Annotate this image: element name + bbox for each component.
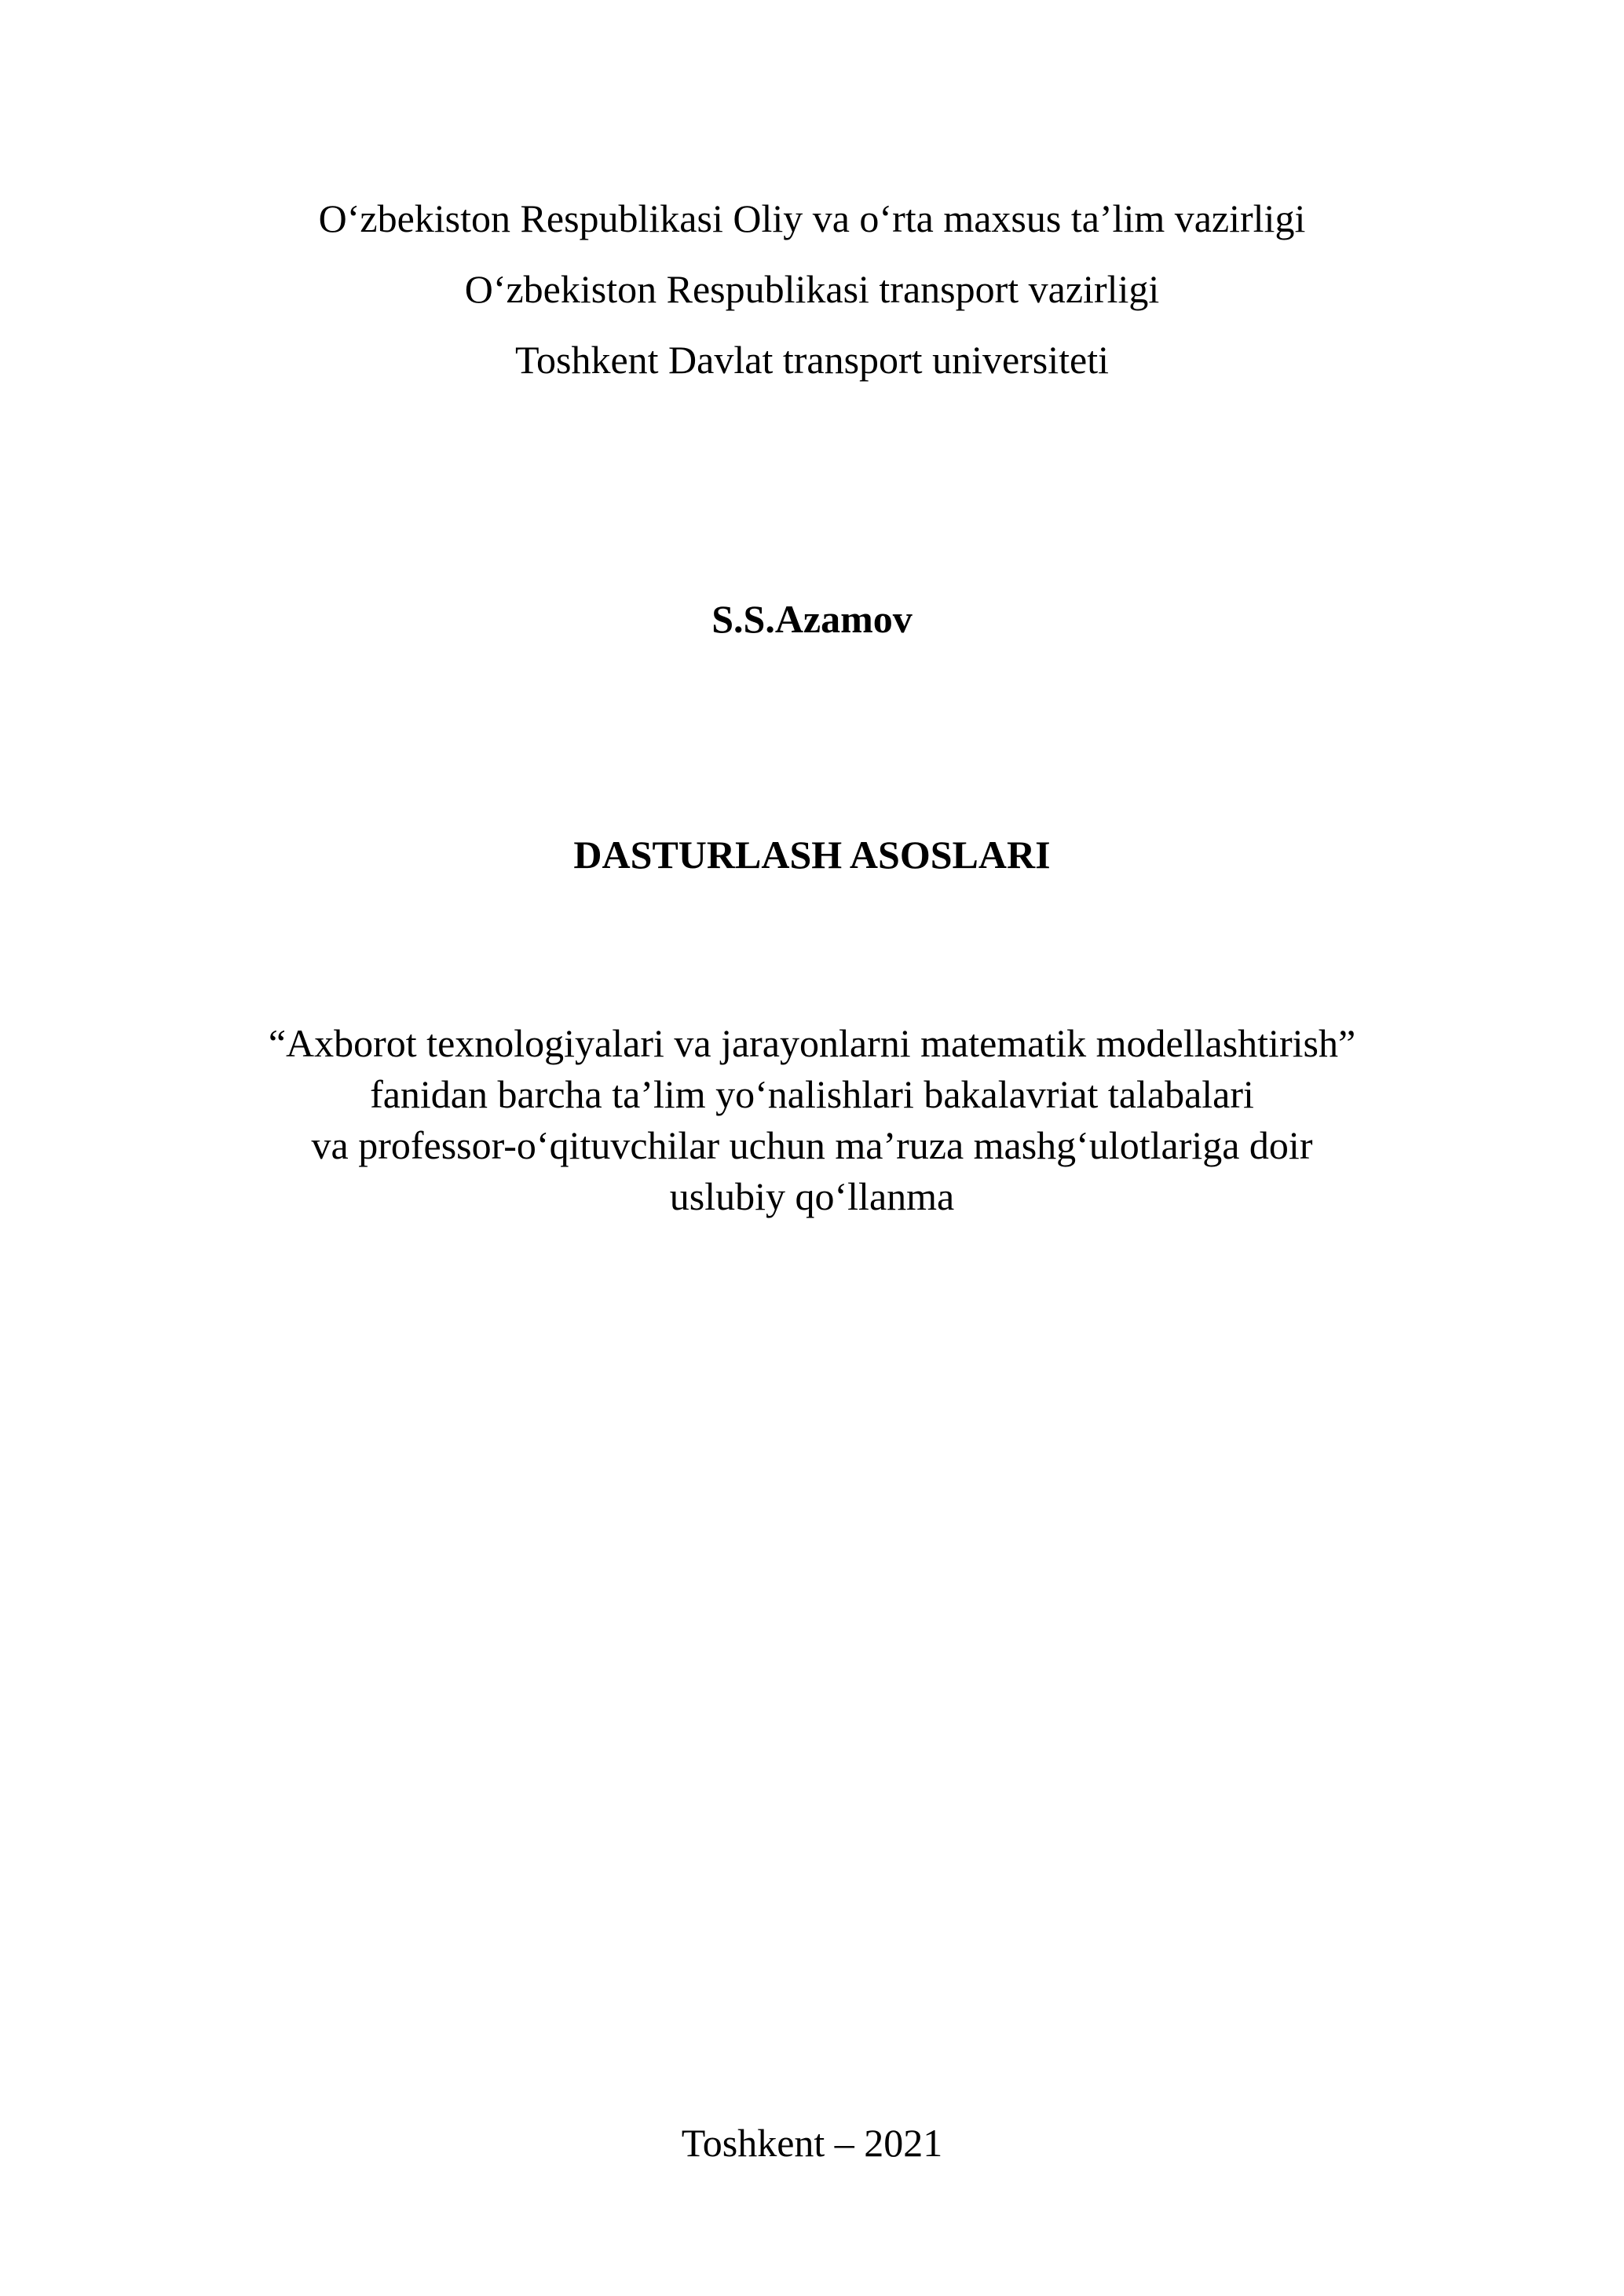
description-line-4: uslubiy qo‘llanma [669, 1174, 955, 1218]
description-line-1: “Axborot texnologiyalari va jarayonlarni matematik modellashtirish” [268, 1021, 1356, 1065]
ministry-line-1: O‘zbekiston Respublikasi Oliy va o‘rta maxsus ta’lim vazirligi [318, 196, 1306, 240]
university-name: Toshkent Davlat transport universiteti [514, 338, 1110, 382]
description-line-2: fanidan barcha ta’lim yo‘nalishlari bakalavriat talabalari [370, 1072, 1254, 1116]
document-title: DASTURLASH ASOSLARI [573, 833, 1051, 877]
description-line-3: va professor-o‘qituvchilar uchun ma’ruza mashg‘ulotlariga doir [311, 1123, 1313, 1167]
author-name: S.S.Azamov [711, 597, 913, 641]
ministry-line-2: O‘zbekiston Respublikasi transport vazirligi [464, 267, 1160, 311]
place-and-year: Toshkent – 2021 [681, 2121, 943, 2165]
